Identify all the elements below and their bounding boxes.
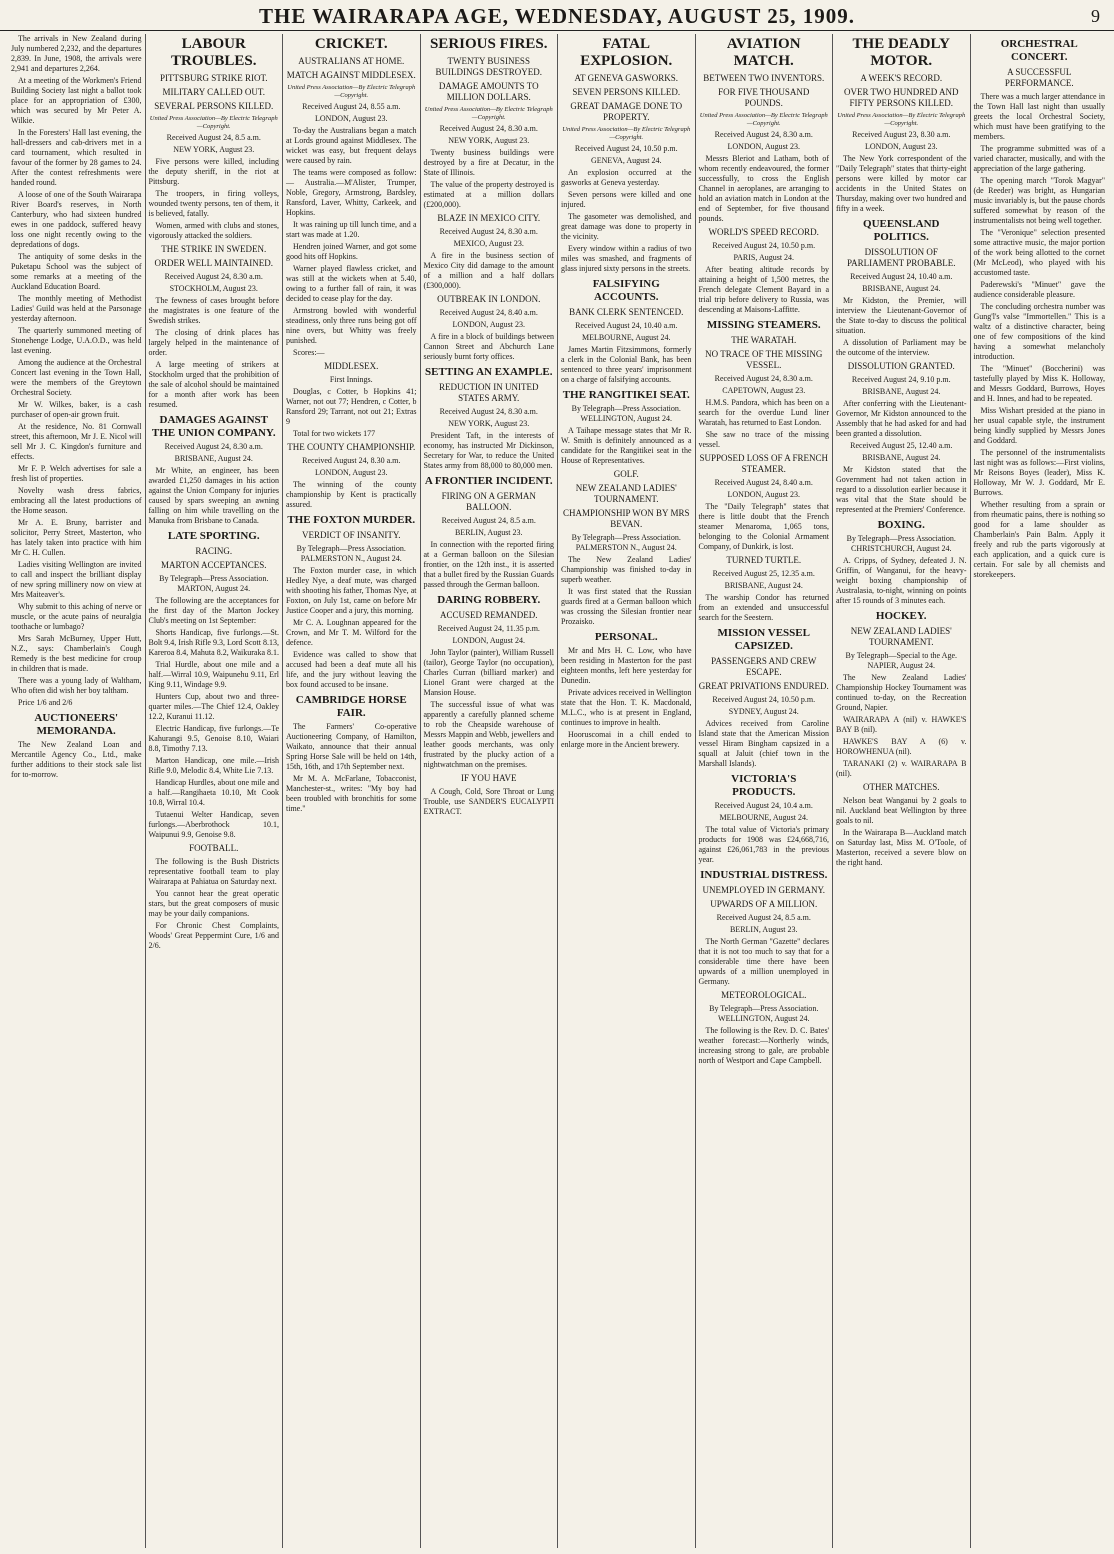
page-number: 9 [1091,6,1100,26]
article-subheading: NEW ZEALAND LADIES' TOURNAMENT. [850,626,952,647]
paragraph: To-day the Australians began a match at Lords ground against Middlesex. The wicket was easy, but frequent delays were caused by rain. [286,126,417,165]
article-subheading: SEVERAL PERSONS KILLED. [154,101,274,111]
dateline: Received August 24, 8.40 a.m. [714,478,813,487]
article-subheading: CHAMPIONSHIP WON BY MRS BEVAN. [563,508,690,529]
article-subheading: UPWARDS OF A MILLION. [710,899,818,909]
dateline: Received August 24, 8.55 a.m. [302,102,401,111]
article-subheading: DAMAGE AMOUNTS TO MILLION DOLLARS. [438,81,539,102]
column-1 [8,34,146,1548]
article-subheading: GREAT DAMAGE DONE TO PROPERTY. [570,101,683,122]
paragraph: The programme submitted was of a varied character, musically, and with the appreciation of the large gathering. [973,144,1105,173]
paragraph: HAWKE'S BAY A (6) v. HOROWHENUA (nil). [836,737,967,756]
paragraph: Mr and Mrs H. C. Low, who have been residing in Masterton for the past eighteen months, left here yesterday for Dunedin. [561,646,692,685]
column-6 [696,34,834,1548]
paragraph: After beating altitude records by attaining a height of 1,500 metres, the French delegate Clement Bayard in a trial trip before delivery to Russia, was descending at Maisons-Laffitte. [698,265,829,314]
wire-credit: United Press Association—By Electric Telegraph—Copyright. [287,84,416,99]
dateline: BERLIN, August 23. [454,528,523,537]
paragraph: A Taihape message states that Mr R. W. Smith is definitely announced as a candidate for the Rangitikei seat in the House of Representatives. [561,426,692,465]
dateline: LONDON, August 23. [315,114,388,123]
section-heading: LATE SPORTING. [167,530,260,542]
paragraph: The gasometer was demolished, and great damage was done to property in the vicinity. [561,212,692,241]
paragraph: Scores:— [293,348,325,357]
dateline: By Telegraph—Press Association. WELLINGTON, August 24. [571,404,681,423]
column-3 [283,34,421,1548]
article-headline: AVIATION MATCH. [726,36,801,69]
article-subheading: ORDER WELL MAINTAINED. [154,258,273,268]
paragraph: A large meeting of strikers at Stockholm urged that the prohibition of the sale of alcohol should be maintained for a month after work has been resumed. [148,360,279,409]
paragraph: There was a much larger attendance in the Town Hall last night than usually greets the local Orchestral Society, which must have been gratifying to the members. [973,92,1105,141]
dateline: Received August 24, 8.5 a.m. [441,516,536,525]
paragraph: The Foxton murder case, in which Hedley Nye, a deaf mute, was charged with shooting his father, Thomas Nye, at Foxton, on July 1st, came on before Mr Justice Cooper and a jury, this morning. [286,566,417,615]
dateline: SYDNEY, August 24. [728,707,799,716]
dateline: Received August 24, 10.40 a.m. [575,321,678,330]
article-subheading: UNEMPLOYED IN GERMANY. [702,885,826,895]
article-headline: FATAL EXPLOSION. [580,36,673,69]
dateline: LONDON, August 23. [452,320,525,329]
dateline: LONDON, August 23. [727,490,800,499]
section-heading: THE FOXTON MURDER. [287,514,416,526]
paragraph: Mr W. Wilkes, baker, is a cash purchaser of open-air grown fruit. [11,400,142,419]
article-subheading: ACCUSED REMANDED. [439,610,538,620]
paragraph: The New Zealand Ladies' Championship was finished to-day in superb weather. [561,555,692,584]
dateline: LONDON, August 23. [865,142,938,151]
article-subheading: OUTBREAK IN LONDON. [437,294,541,304]
paragraph: Miss Wishart presided at the piano in her usual capable style, the instrument being kindly supplied by Messrs Jones and Goddard. [973,406,1105,445]
article-subheading: OVER TWO HUNDRED AND FIFTY PERSONS KILLED. [843,87,959,108]
paragraph: James Martin Fitzsimmons, formerly a clerk in the Colonial Bank, has been sentenced to three years' imprisonment on a charge of falsifying accounts. [561,345,692,384]
column-5 [558,34,696,1548]
article-subheading: TWENTY BUSINESS BUILDINGS DESTROYED. [435,56,542,77]
paragraph: The antiquity of some desks in the Puketapu School was the subject of some remarks at a meeting of the Auckland Education Board. [11,252,142,291]
dateline: By Telegraph—Special to the Age. NAPIER, August 24. [845,651,957,670]
paragraph: Nelson beat Wanganui by 2 goals to nil. Auckland beat Wellington by three goals to nil. [836,796,967,825]
paragraph: Shorts Handicap, five furlongs.—St. Bolt 9.4, Irish Rifle 9.3, Lord Scott 8.13, Kareroa 8.4, Mahuta 8.2, Waikuraka 8.1. [148,628,279,657]
article-subheading: AT GENEVA GASWORKS. [574,73,678,83]
section-heading: SETTING AN EXAMPLE. [425,366,553,378]
paragraph: The total value of Victoria's primary products for 1908 was £24,668,716, against £26,061,783 in the previous year. [698,825,829,864]
paragraph: The monthly meeting of Methodist Ladies' Guild was held at the Parsonage yesterday afternoon. [11,294,142,323]
paragraph: The warship Condor has returned from an extended and unsuccessful search for the Seestern. [698,593,829,622]
masthead [0,0,1114,31]
dateline: Received August 24, 8.30 a.m. [164,442,263,451]
article-subheading: REDUCTION IN UNITED STATES ARMY. [439,382,539,403]
dateline: BRISBANE, August 24. [862,453,941,462]
dateline: PARIS, August 24. [733,253,795,262]
article-subheading: BETWEEN TWO INVENTORS. [703,73,825,83]
dateline: Received August 24, 10.50 p.m. [712,241,816,250]
dateline: BERLIN, August 23. [729,925,798,934]
paragraph: Mr Kidston, the Premier, will interview the Lieutenant-Governor of the State to-day to discuss the political situation. [836,296,967,335]
paragraph: The concluding orchestra number was Gung'l's valse "Immortellen." This is a waltz of a distinctive character, being one of few compositions of the kind having a somewhat melancholy introduction. [973,302,1105,361]
dateline: Received August 24, 8.30 a.m. [439,407,538,416]
paragraph: Mr C. A. Loughnan appeared for the Crown, and Mr T. M. Wilford for the defence. [286,618,417,647]
dateline: Received August 24, 9.10 p.m. [851,375,951,384]
paragraph: The New York correspondent of the "Daily Telegraph" states that thirty-eight persons were killed by motor car accidents in the United States on Thursday, making over two hundred and fifty in a week. [836,154,967,213]
section-heading: ORCHESTRAL CONCERT. [1000,38,1078,63]
paragraph: The troopers, in firing volleys, wounded twenty persons, ten of them, it is believed, fatally. [148,189,279,218]
article-subheading: NO TRACE OF THE MISSING VESSEL. [705,349,823,370]
paragraph: The New Zealand Ladies' Championship Hockey Tournament was continued to-day, on the Recreation Ground, Napier. [836,673,967,712]
paragraph: The closing of drink places has largely helped in the maintenance of order. [148,328,279,357]
wire-credit: United Press Association—By Electric Telegraph—Copyright. [149,115,278,130]
paragraph: For Chronic Chest Complaints, Woods' Great Peppermint Cure, 1/6 and 2/6. [148,921,279,950]
paragraph: The "Minuet" (Boccherini) was tastefully played by Miss K. Holloway, and Messrs Goddard, Burrows, Hoyes and H. Innes, and had to be repeated. [973,364,1105,403]
dateline: Received August 24, 10.4 a.m. [714,801,813,810]
dateline: Received August 24, 10.50 p.m. [712,695,816,704]
paragraph: Paderewski's "Minuet" gave the audience considerable pleasure. [973,280,1105,299]
paragraph: Mrs Sarah McBurney, Upper Hutt, N.Z., says: Chamberlain's Cough Remedy is the best medicine for croup in children that is made. [11,634,142,673]
column-8 [971,34,1109,1548]
article-headline: SERIOUS FIRES. [429,36,548,52]
section-heading: MISSING STEAMERS. [706,319,821,331]
section-heading: THE RANGITIKEI SEAT. [562,389,690,401]
paragraph: After conferring with the Lieutenant-Governor, Mr Kidston announced to the Assembly that he had asked for and had been granted a dissolution. [836,399,967,438]
paragraph: Five persons were killed, including the deputy sheriff, in the riot at Pittsburg. [148,157,279,186]
section-heading: HOCKEY. [875,610,927,622]
section-heading: PERSONAL. [594,631,658,643]
dateline: Received August 24, 8.30 a.m. [164,272,263,281]
paragraph: The Farmers' Co-operative Auctioneering Company, of Hamilton, Waikato, announce that their annual Spring Horse Sale will be held on 14th, 15th, 16th, and 17th September next. [286,722,417,771]
dateline: By Telegraph—Press Association. WELLINGTON, August 24. [709,1004,819,1023]
section-heading: INDUSTRIAL DISTRESS. [700,869,828,881]
article-subheading: OTHER MATCHES. [862,782,940,792]
paragraph: Private advices received in Wellington state that the Hon. T. K. Macdonald, M.L.C., who is at present in England, continues to improve in health. [561,688,692,727]
paragraph: John Taylor (painter), William Russell (tailor), George Taylor (no occupation), Charles Curran (billiard marker) and Lionel Grant were charged at the Mansion House. [423,648,554,697]
article-subheading: DISSOLUTION OF PARLIAMENT PROBABLE. [846,247,956,268]
article-subheading: IF YOU HAVE [460,773,517,783]
paragraph: The North German "Gazette" declares that it is not too much to say that for a considerable time there have been upwards of a million unemployed in Germany. [698,937,829,986]
paragraph: Mr M. A. McFarlane, Tobacconist, Manchester-st., writes: "My boy had been troubled with bronchitis for some time." [286,774,417,813]
newspaper-title: THE WAIRARAPA AGE, WEDNESDAY, AUGUST 25, 1909. [258,4,856,28]
paragraph: Armstrong bowled with wonderful steadiness, only three runs being got off nine overs, but Whitty was freely punished. [286,306,417,345]
paragraph: Messrs Bleriot and Latham, both of whom recently endeavoured, the former successfully, to cross the English Channel in aeroplanes, are arranging to hold an aviation match in London at the end of September, for five thousand pounds. [698,154,829,223]
dateline: By Telegraph—Press Association. PALMERSTON N., August 24. [571,533,681,552]
section-heading: MISSION VESSEL CAPSIZED. [717,627,810,652]
article-subheading: BLAZE IN MEXICO CITY. [437,213,541,223]
article-subheading: RACING. [195,546,233,556]
paragraph: Twenty business buildings were destroyed by a fire at Decatur, in the State of Illinois. [423,148,554,177]
paragraph: It was first stated that the Russian guards fired at a German balloon which was crossing the Silesian frontier near Prozaisko. [561,587,692,626]
dateline: NEW YORK, August 23. [448,136,530,145]
paragraph: The arrivals in New Zealand during July numbered 2,232, and the departures 2,839. In June, 1908, the arrivals were 2,941 and departures 2,264. [11,34,142,73]
paragraph: You cannot hear the great operatic stars, but the great composers of music may be your daily companions. [148,889,279,918]
dateline: LONDON, August 23. [315,468,388,477]
article-subheading: SEVEN PERSONS KILLED. [572,87,681,97]
dateline: MEXICO, August 23. [453,239,524,248]
paragraph: Warner played flawless cricket, and was still at the wickets when at 5.40, owing to a further fall of rain, it was decided to cease play for the day. [286,264,417,303]
dateline: Received August 24, 8.30 a.m. [439,227,538,236]
section-heading: VICTORIA'S PRODUCTS. [731,773,797,798]
section-heading: A FRONTIER INCIDENT. [424,475,553,487]
wire-credit: United Press Association—By Electric Telegraph—Copyright. [699,112,828,127]
article-subheading: BANK CLERK SENTENCED. [569,307,684,317]
paragraph: Why submit to this aching of nerve or muscle, or the acute pains of neuralgia toothache or lumbago? [11,602,142,631]
column-7 [833,34,971,1548]
paragraph: Douglas, c Cotter, b Hopkins 41; Warner, not out 77; Hendren, c Cotter, b Ransford 29; Tarrant, not out 21; Extras 9 [286,387,417,426]
paragraph: In the Foresters' Hall last evening, the hall-dressers and cab-drivers met in a card tournament, which resulted in favour of the former by 28 games to 24. After the contest refreshments were handed round. [11,128,142,187]
column-4 [421,34,559,1548]
paragraph: In connection with the reported firing at a German balloon on the Silesian frontier, on the 12th inst., it is asserted that a bullet fired by the Russian Guards passed through the German balloon. [423,540,554,589]
paragraph: A loose of one of the South Wairarapa River Board's reserves, in North Canterbury, who had sixteen hundred ewes in one paddock, suffered heavy loss one night recently owing to the depredations of dogs. [11,190,142,249]
dateline: Received August 24, 10.50 p.m. [574,144,678,153]
paragraph: Hendren joined Warner, and got some good hits off Hopkins. [286,242,417,261]
article-subheading: FIRING ON A GERMAN BALLOON. [441,491,536,512]
paragraph: The personnel of the instrumentalists last night was as follows:—First violins, Mr Reisons Boyes (leader), Miss K. Holloway, Mr W. J. Goddard, Mr E. Burrows. [973,448,1105,497]
article-subheading: PITTSBURG STRIKE RIOT. [159,73,268,83]
article-subheading: GREAT PRIVATIONS ENDURED. [698,681,829,691]
paragraph: The opening march "Torok Magyar" (de Reeder) was bright, as Hungarian music invariably is, but the pause chords suffered somewhat by reason of the instrumentalists not being well together. [973,176,1105,225]
paragraph: In the Wairarapa B—Auckland match on Saturday last, Miss M. O'Toole, of Masterton, received a severe blow on the right hand. [836,828,967,867]
article-subheading: DISSOLUTION GRANTED. [847,361,955,371]
paragraph: Novelty wash dress fabrics, embracing all the latest productions of the Home season. [11,486,142,515]
paragraph: At a meeting of the Workmen's Friend Building Society last night a ballot took place for an appropriation of £300, which was secured by Mr Peter A. Wilkie. [11,76,142,125]
paragraph: Mr White, an engineer, has been awarded £1,250 damages in his action against the Union Company for injuries caused by spars sweeping an awning falling on him while travelling on the Manuka from Brisbane to Canada. [148,466,279,525]
section-heading: AUCTIONEERS' MEMORANDA. [34,712,119,737]
paragraph: The value of the property destroyed is estimated at a million dollars (£200,000). [423,180,554,209]
paragraph: A dissolution of Parliament may be the outcome of the interview. [836,338,967,357]
section-heading: BOXING. [877,519,925,531]
article-subheading: A WEEK'S RECORD. [860,73,943,83]
paragraph: The following is the Bush Districts representative football team to play Wairarapa at Pahiatua on Saturday next. [148,857,279,886]
paragraph: There was a young lady of Waltham, Who often did wish her boy taltham. [11,676,142,695]
paragraph: The fewness of cases brought before the magistrates is one feature of the Swedish strikes. [148,296,279,325]
paragraph: The New Zealand Loan and Mercantile Agency Co., Ltd., make further additions to their stock sale list for to-morrow. [11,740,142,779]
dateline: Received August 24, 8.30 a.m. [714,374,813,383]
dateline: By Telegraph—Press Association. PALMERSTON N., August 24. [296,544,406,563]
paragraph: Mr A. E. Bruny, barrister and solicitor, Perry Street, Masterton, who has lately taken into practice with him Mr C. H. Cullen. [11,518,142,557]
dateline: Received August 24, 8.5 a.m. [166,133,261,142]
dateline: MELBOURNE, August 24. [719,813,808,822]
paragraph: President Taft, in the interests of economy, has instructed Mr Dickinson, Secretary for War, to reduce the United States army from 88,000 to 80,000 men. [423,431,554,470]
paragraph: Evidence was called to show that accused had been a deaf mute all his life, and the jury without leaving the box found accused to be insane. [286,650,417,689]
dateline: BRISBANE, August 24. [724,581,803,590]
article-headline: CRICKET. [314,36,388,52]
newspaper-columns [8,34,1108,1548]
paragraph: Mr F. P. Welch advertises for sale a fresh list of properties. [11,464,142,483]
paragraph: TARANAKI (2) v. WAIRARAPA B (nil). [836,759,967,778]
article-subheading: THE WARATAH. [731,335,797,345]
dateline: Received August 24, 8.30 a.m. [714,130,813,139]
article-subheading: MARTON ACCEPTANCES. [160,560,267,570]
dateline: STOCKHOLM, August 23. [169,284,258,293]
paragraph: At the residence, No. 81 Cornwall street, this afternoon, Mr J. E. Nicol will sell Mr J. C. Kingdon's furniture and effects. [11,422,142,461]
dateline: NEW YORK, August 23. [173,145,255,154]
wire-credit: United Press Association—By Electric Telegraph—Copyright. [837,112,966,127]
article-subheading: MIDDLESEX. [324,361,379,371]
dateline: BRISBANE, August 24. [174,454,253,463]
article-subheading: NEW ZEALAND LADIES' TOURNAMENT. [575,483,677,504]
paragraph: Hooruscomai in a chill ended to enlarge more in the Ancient brewery. [561,730,692,749]
article-subheading: THE STRIKE IN SWEDEN. [161,244,267,254]
paragraph: She saw no trace of the missing vessel. [698,430,829,449]
dateline: NEW YORK, August 23. [448,419,530,428]
dateline: By Telegraph—Press Association. MARTON, August 24. [159,574,269,593]
paragraph: An explosion occurred at the gasworks at Geneva yesterday. [561,168,692,187]
dateline: CAPETOWN, August 23. [722,386,806,395]
paragraph: Tutaenui Welter Handicap, seven furlongs.—Aberbrothock 10.1, Waipunui 9.9, Genoise 9.8. [148,810,279,839]
paragraph: The "Daily Telegraph" states that there is little doubt that the French steamer Menaroma, 1,065 tons, belonging to the Colonial Armament Company, of Dunkirk, is lost. [698,502,829,551]
paragraph: A fire in a block of buildings between Cannon Street and Abchurch Lane seriously burnt forty offices. [423,332,554,361]
section-heading: DARING ROBBERY. [437,594,541,606]
paragraph: Every window within a radius of two miles was smashed, and fragments of glass injured sixty persons in the streets. [561,244,692,273]
dateline: Received August 25, 12.40 a.m. [850,441,953,450]
dateline: BRISBANE, August 24. [862,284,941,293]
paragraph: Mr Kidston stated that the Government had not taken action in regard to a dissolution earlier because it was vital that the State should be represented at the Premiers' Conference. [836,465,967,514]
dateline: BRISBANE, August 24. [862,387,941,396]
article-subheading: THE COUNTY CHAMPIONSHIP. [287,442,416,452]
article-subheading: A SUCCESSFUL PERFORMANCE. [1004,67,1074,88]
dateline: LONDON, August 23. [727,142,800,151]
paragraph: Ladies visiting Wellington are invited to call and inspect the brilliant display of new spring millinery now on view at Mrs Maiteaver's. [11,560,142,599]
section-heading: FALSIFYING ACCOUNTS. [592,278,660,303]
dateline: Received August 24, 8.5 a.m. [716,913,811,922]
article-subheading: GOLF. [613,469,639,479]
paragraph: Price 1/6 and 2/6 [18,698,73,707]
section-heading: CAMBRIDGE HORSE FAIR. [295,694,407,719]
article-subheading: AUSTRALIANS AT HOME. [298,56,405,66]
paragraph: Among the audience at the Orchestral Concert last evening in the Town Hall, were the members of the Greytown Orchestral Society. [11,358,142,397]
paragraph: A fire in the business section of Mexico City did damage to the amount of a million and a half dollars (£300,000). [423,251,554,290]
paragraph: Hunters Cup, about two and three-quarter miles.—The Chief 12.4, Oakley 12.2, Kuranui 11.12. [148,692,279,721]
paragraph: A Cough, Cold, Sore Throat or Lung Trouble, use SANDER'S EUCALYPTI EXTRACT. [423,787,554,816]
paragraph: The following is the Rev. D. C. Bates' weather forecast:—Northerly winds, increasing strong to gale, are probable north of Westport and Cape Campbell. [698,1026,829,1065]
article-subheading: MATCH AGAINST MIDDLESEX. [286,70,416,80]
article-headline: LABOUR TROUBLES. [171,36,257,69]
paragraph: WAIRARAPA A (nil) v. HAWKE'S BAY B (nil). [836,715,967,734]
article-subheading: FOR FIVE THOUSAND POUNDS. [718,87,810,108]
dateline: Received August 24, 8.40 a.m. [439,308,538,317]
article-subheading: SUPPOSED LOSS OF A FRENCH STEAMER. [699,453,829,474]
dateline: Received August 23, 8.30 a.m. [852,130,951,139]
dateline: Received August 24, 8.30 a.m. [302,456,401,465]
paragraph: Whether resulting from a sprain or from rheumatic pains, there is nothing so good for a lame shoulder as Chamberlain's Pain Balm. Apply it freely and rub the parts vigorously at each application, and a quick cure is certain. For sale by all chemists and storekeepers. [973,500,1105,579]
paragraph: Advices received from Caroline Island state that the American Mission vessel Hiram Bingham capsized in a squall at Jaluit (chief town in the Marshall Islands). [698,719,829,768]
paragraph: It was raining up till lunch time, and a start was made at 1.20. [286,220,417,239]
article-subheading: PASSENGERS AND CREW ESCAPE. [711,656,817,677]
column-2 [146,34,284,1548]
paragraph: Handicap Hurdles, about one mile and a half.—Rangihaeta 10.10, Mt Cook 10.8, Wirral 10.4. [148,778,279,807]
article-subheading: MILITARY CALLED OUT. [162,87,265,97]
section-heading: QUEENSLAND POLITICS. [863,218,940,243]
paragraph: Marton Handicap, one mile.—Irish Rifle 9.0, Melodic 8.4, White Lie 7.13. [148,756,279,775]
article-subheading: METEOROLOGICAL. [721,990,807,1000]
paragraph: Electric Handicap, five furlongs.—Te Kahurangi 9.5, Genoise 8.10, Waiari 8.8, Timothy 7.13. [148,724,279,753]
dateline: First Innings. [329,375,373,384]
paragraph: A. Cripps, of Sydney, defeated J. N. Griffin, of Wanganui, for the heavy-weight boxing championship of Australasia, to-night, winning on points after 15 rounds of 3 minutes each. [836,556,967,605]
dateline: By Telegraph—Press Association. CHRISTCHURCH, August 24. [846,534,956,553]
dateline: Received August 25, 12.35 a.m. [712,569,815,578]
article-subheading: VERDICT OF INSANITY. [302,530,401,540]
article-subheading: FOOTBALL. [189,843,239,853]
paragraph: The following are the acceptances for the first day of the Marton Jockey Club's meeting on 1st September: [148,596,279,625]
dateline: LONDON, August 24. [452,636,525,645]
paragraph: Seven persons were killed and one injured. [561,190,692,209]
dateline: GENEVA, August 24. [590,156,662,165]
paragraph: The "Veronique" selection presented some attractive music, the major portion of the work being allotted to the cornet (Mr McLeod), who played with his accustomed taste. [973,228,1105,277]
dateline: Received August 24, 10.40 a.m. [850,272,953,281]
paragraph: Total for two wickets 177 [293,429,376,438]
wire-credit: United Press Association—By Electric Telegraph—Copyright. [424,106,553,121]
paragraph: Trial Hurdle, about one mile and a half.—Wirral 10.9, Waipunehu 9.11, Erl King 9.11, Windage 9.9. [148,660,279,689]
paragraph: The winning of the county championship by Kent is practically assured. [286,480,417,509]
dateline: MELBOURNE, August 24. [582,333,671,342]
paragraph: The quarterly summoned meeting of Stonehenge Lodge, U.A.O.D., was held last evening. [11,326,142,355]
dateline: Received August 24, 8.30 a.m. [439,124,538,133]
article-subheading: TURNED TURTLE. [726,555,802,565]
paragraph: The successful issue of what was apparently a carefully planned scheme to rob the Cheapside warehouse of Messrs Mappin and Webb, jewellers and leather goods merchants, was only frustrated by the plucky action of a nightwatchman on the premises. [423,700,554,769]
wire-credit: United Press Association—By Electric Telegraph—Copyright. [562,126,691,141]
paragraph: Women, armed with clubs and stones, vigorously attacked the soldiers. [148,221,279,240]
article-subheading: WORLD'S SPEED RECORD. [708,227,819,237]
paragraph: H.M.S. Pandora, which has been on a search for the overdue Lund liner Waratah, has returned to East London. [698,398,829,427]
dateline: Received August 24, 11.35 p.m. [437,624,540,633]
paragraph: The teams were composed as follow:— Australia.—M'Alister, Trumper, Noble, Gregory, Armstrong, Bardsley, Ransford, Laver, Whitty, Carkeek, and Hopkins. [286,168,417,217]
section-heading: DAMAGES AGAINST THE UNION COMPANY. [151,414,276,439]
article-headline: THE DEADLY MOTOR. [852,36,950,69]
